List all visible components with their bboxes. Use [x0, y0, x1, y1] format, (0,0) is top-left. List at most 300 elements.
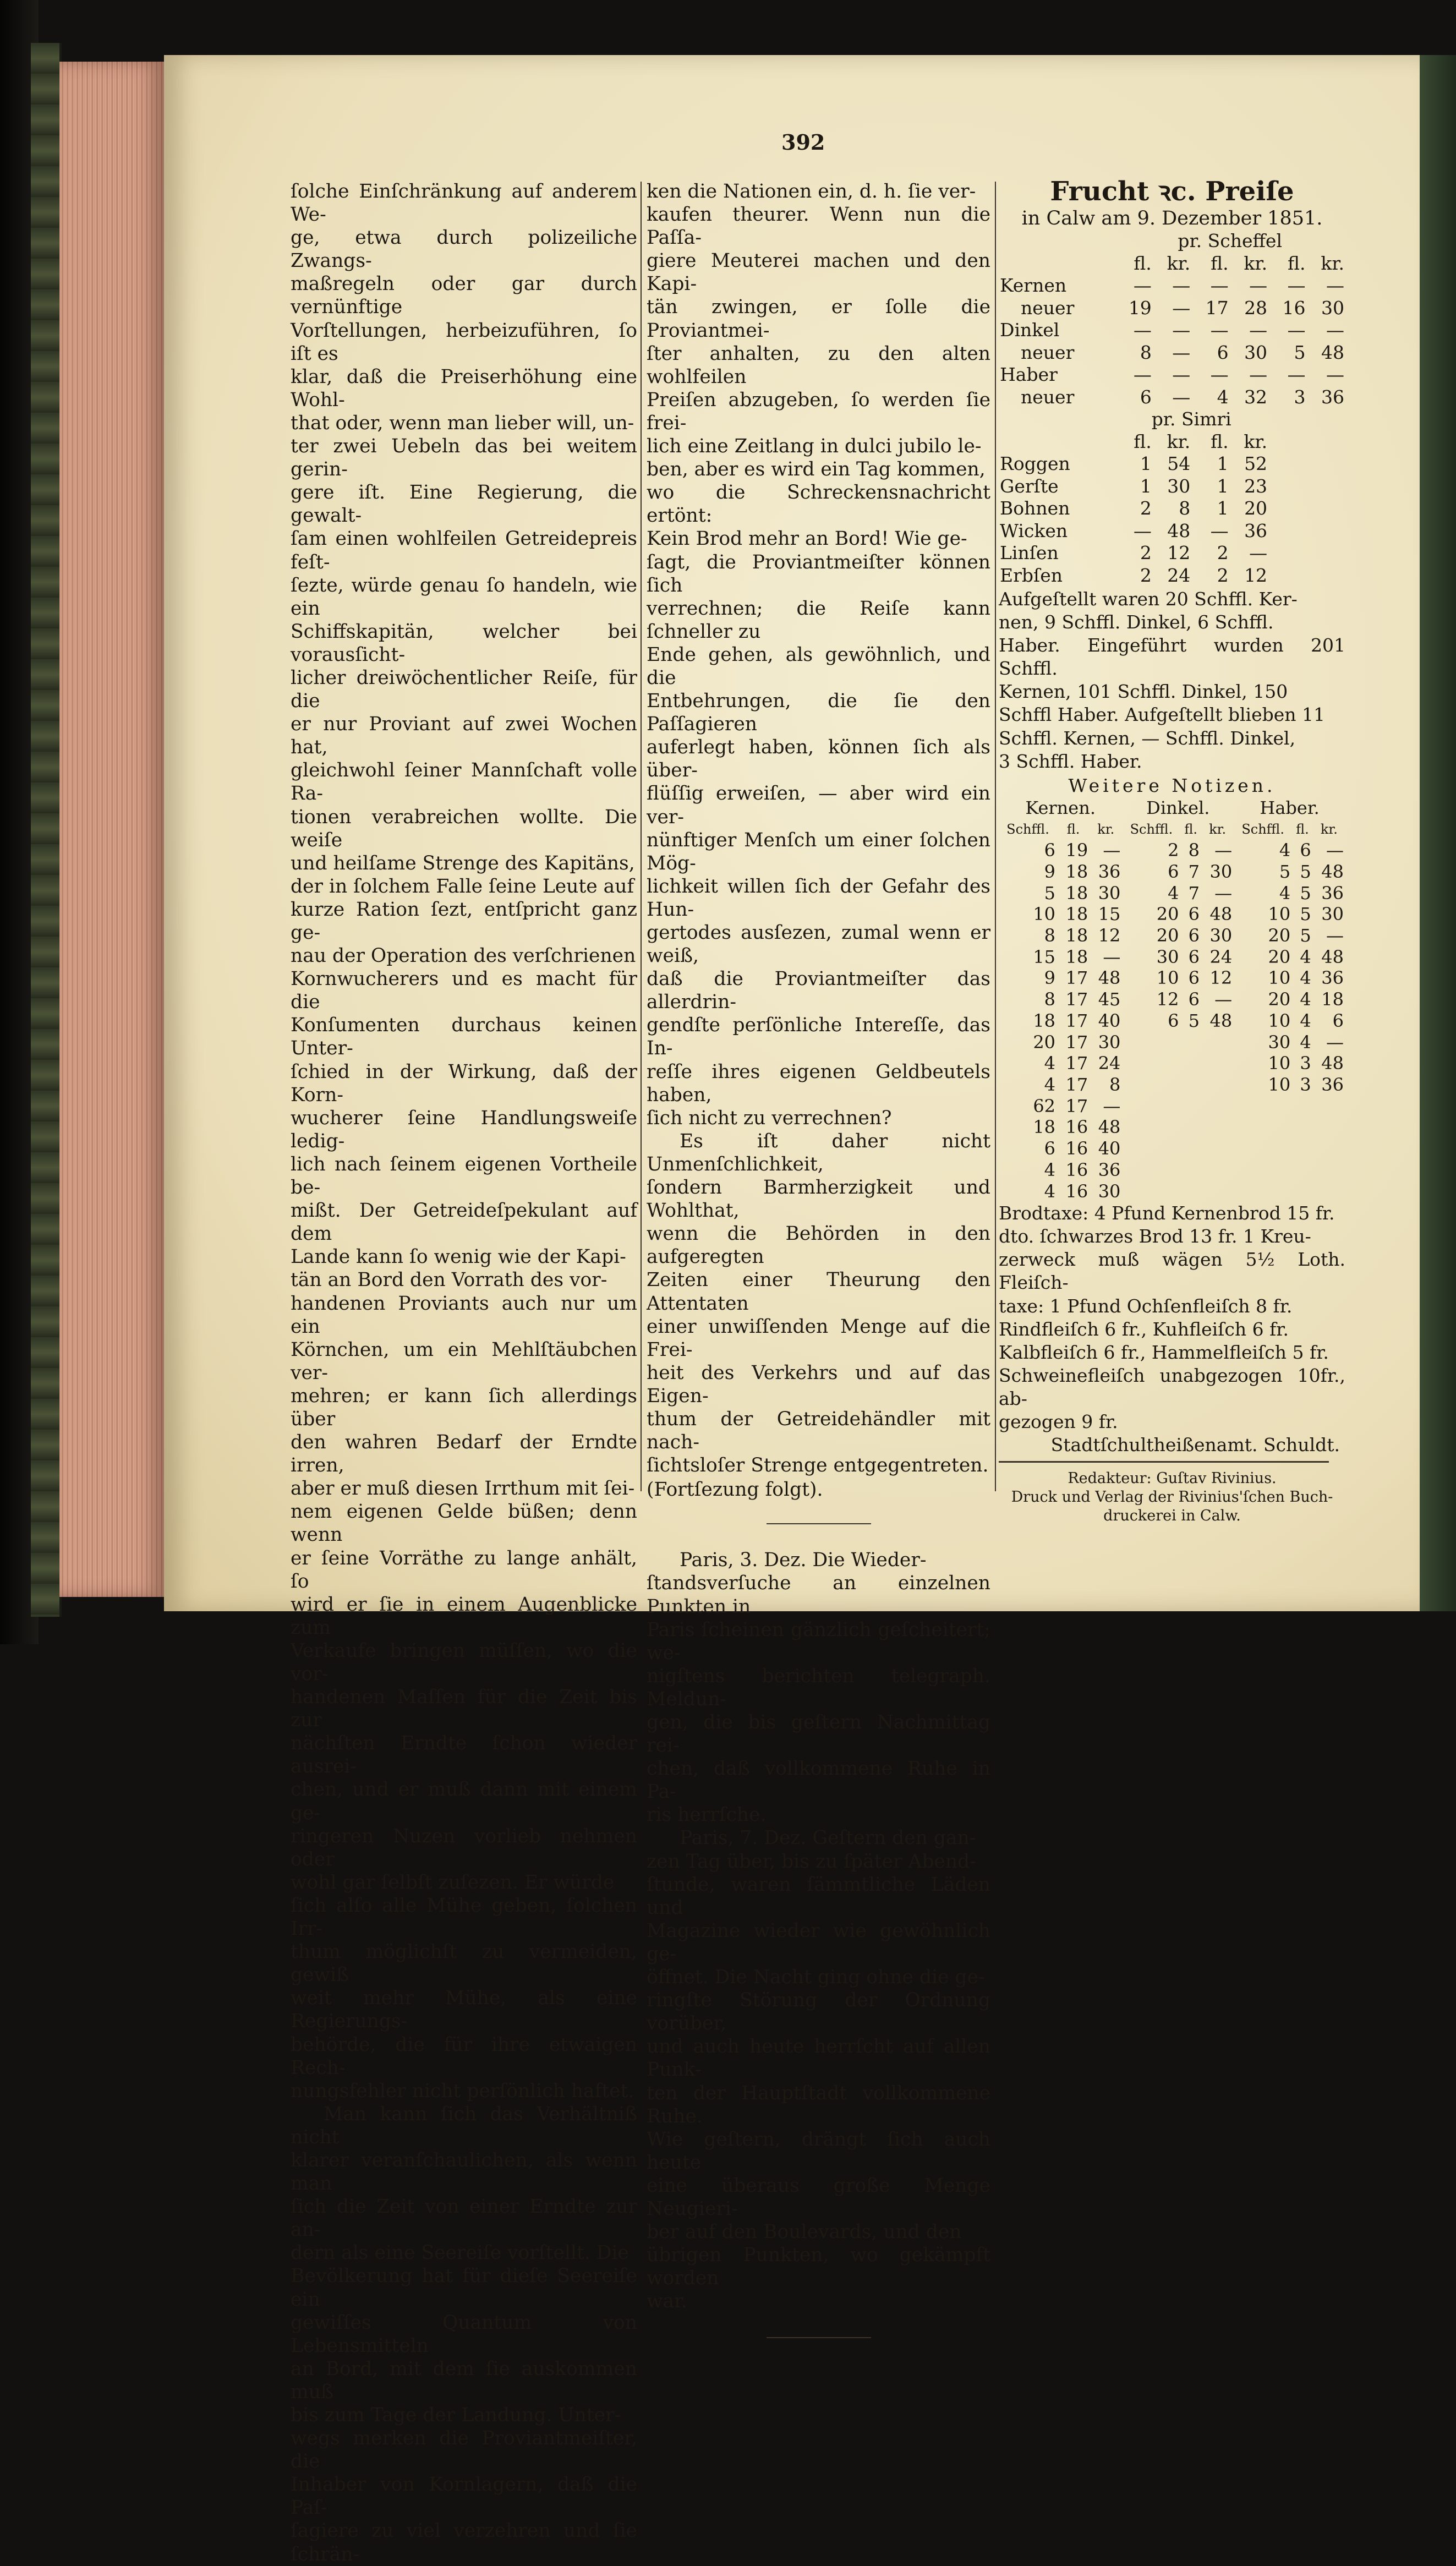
- price-cell: —: [1210, 275, 1229, 296]
- notes-header-cell: fl.: [1184, 821, 1198, 837]
- price-cell: —: [1287, 364, 1306, 385]
- article-line: Körnchen, um ein Mehlſtäubchen ver-: [291, 1338, 637, 1384]
- page-stack-edges: [59, 62, 164, 1597]
- article-line: Kein Brod mehr an Bord! Wie ge-: [647, 528, 967, 550]
- grain-name: Erbſen: [1000, 564, 1063, 586]
- news-line: ber auf den Boulevards, und den: [647, 2221, 962, 2244]
- notes-cell: 17: [1065, 1074, 1088, 1095]
- news-line: eine überaus große Menge Neugieri-: [647, 2174, 990, 2220]
- notes-cell: 30: [1209, 925, 1233, 946]
- article-line: nünftiger Menſch um einer ſolchen Mög-: [647, 829, 990, 874]
- report-line: Schffl. Kernen, — Schffl. Dinkel,: [999, 727, 1296, 749]
- price-cell: —: [1172, 275, 1191, 296]
- notes-cell: 16: [1065, 1180, 1088, 1202]
- article-line: mißt. Der Getreideſpekulant auf dem: [291, 1200, 637, 1245]
- report-line: Aufgeſtellt waren 20 Schffl. Ker-: [999, 588, 1298, 610]
- article-line: heit des Verkehrs und auf das Eigen-: [647, 1361, 990, 1407]
- notes-row: [999, 989, 1345, 1010]
- article-line: ſezte, würde genau ſo handeln, wie ein: [291, 574, 637, 620]
- article-line: lich nach ſeinem eigenen Vortheile be-: [291, 1153, 637, 1199]
- notes-cell: [1292, 1096, 1313, 1117]
- notes-cell: 24: [1209, 946, 1233, 967]
- price-cell: —: [1172, 364, 1191, 385]
- simri-row: [999, 453, 1345, 475]
- article-line: reſſe ihres eigenen Geldbeutels haben,: [647, 1060, 990, 1106]
- notes-cell: 6: [1188, 967, 1200, 989]
- simri-header-row: fl. kr. fl. kr.: [1134, 430, 1268, 452]
- grain-name: Linſen: [1000, 542, 1059, 563]
- article-continuation: [647, 180, 990, 1477]
- news-line: chen, daß vollkommene Ruhe in Pa-: [647, 1758, 990, 1803]
- grain-name: neuer: [1021, 386, 1075, 408]
- notes-cell: 20: [1268, 946, 1291, 967]
- notes-row: [999, 840, 1345, 861]
- notes-header-cell: Schffl.: [1241, 821, 1285, 837]
- notes-cell: [1292, 1117, 1313, 1138]
- article-line: wird er ſie in einem Augenblicke zum: [291, 1593, 637, 1639]
- article-line: handenen Proviants auch nur um ein: [291, 1292, 637, 1338]
- news-line: gen, die bis geſtern Nachmittag rei-: [647, 1711, 990, 1757]
- article-line: tän zwingen, er ſolle die Proviantmei-: [647, 296, 990, 342]
- notes-cell: [1201, 1159, 1234, 1181]
- notes-cell: 20: [1156, 904, 1179, 925]
- notes-header-cell: fl.: [1066, 821, 1080, 837]
- market-report: [999, 588, 1345, 773]
- price-cell: —: [1133, 519, 1152, 541]
- notes-cell: [1234, 1096, 1292, 1117]
- notes-cell: 15: [1033, 946, 1056, 967]
- notes-cell: 10: [1268, 967, 1291, 989]
- scheffel-row: [999, 319, 1345, 342]
- notes-cell: 5: [1300, 861, 1311, 882]
- news-line: Wie geſtern, drängt ſich auch heute: [647, 2128, 990, 2174]
- notes-cell: [1122, 1117, 1180, 1138]
- article-line: ſagt, die Proviantmeiſter können ſich: [647, 551, 990, 597]
- notes-cell: [1201, 1032, 1234, 1053]
- simri-row: [999, 475, 1345, 498]
- notes-cell: 10: [1268, 1074, 1291, 1095]
- article-line: Preiſen abzugeben, ſo werden ſie frei-: [647, 389, 990, 434]
- tax-line: Brodtaxe: 4 Pfund Kernenbrod 15 fr.: [999, 1202, 1335, 1224]
- notes-cell: 17: [1065, 1095, 1088, 1117]
- signature: Stadtſchultheißenamt. Schuldt.: [1050, 1434, 1340, 1456]
- price-cell: —: [1172, 297, 1191, 319]
- notes-cell: 6: [1168, 1010, 1179, 1031]
- notes-cell: 10: [1156, 967, 1179, 989]
- notes-cell: 20: [1268, 925, 1291, 946]
- notes-cell: [1180, 1181, 1201, 1202]
- article-line: gendſte perſönliche Intereſſe, das In-: [647, 1014, 990, 1060]
- price-cell: 30: [1167, 475, 1191, 497]
- article-line: gewiſſes Quantum von Lebensmitteln: [291, 2311, 637, 2357]
- notes-cell: 17: [1065, 1053, 1088, 1074]
- price-cell: —: [1210, 519, 1229, 541]
- article-line: tän an Bord den Vorrath des vor-: [291, 1269, 607, 1292]
- notes-row: [999, 1010, 1345, 1032]
- price-cell: 1: [1140, 475, 1152, 497]
- notes-cell: [1122, 1138, 1180, 1159]
- simri-row: [999, 542, 1345, 565]
- notes-cell: —: [1326, 925, 1344, 946]
- notes-cell: 40: [1098, 1010, 1121, 1031]
- price-cell: 8: [1179, 497, 1191, 519]
- notes-cell: —: [1326, 1031, 1344, 1053]
- price-cell: —: [1249, 364, 1268, 385]
- notes-cell: 18: [1065, 904, 1088, 925]
- news-line: übrigen Punkten, wo gekämpft worden: [647, 2244, 990, 2290]
- imprint-line: Druck und Verlag der Rivinius'ſchen Buch-: [1011, 1489, 1333, 1506]
- price-cell: 2: [1140, 542, 1152, 563]
- notes-cell: [1313, 1181, 1345, 1202]
- notes-header-cell: kr.: [1209, 821, 1227, 837]
- notes-cell: [1313, 1096, 1345, 1117]
- article-line: Man kann ſich das Verhältniß nicht: [291, 2103, 637, 2148]
- notes-cell: 4: [1044, 1053, 1056, 1074]
- article-line: weit mehr Mühe, als eine Regierungs-: [291, 1987, 637, 2033]
- notes-cell: 17: [1065, 989, 1088, 1010]
- article-line: nau der Operation des verſchrienen: [291, 945, 636, 967]
- price-cell: 24: [1167, 564, 1191, 586]
- article-line: daß die Proviantmeiſter das allerdrin-: [647, 968, 990, 1014]
- price-cell: 16: [1282, 297, 1306, 319]
- article-line: bis zum Tage der Landung. Unter-: [291, 2404, 621, 2426]
- price-cell: 19: [1128, 297, 1152, 319]
- notes-cell: [1313, 1159, 1345, 1181]
- notes-cell: [1313, 1138, 1345, 1159]
- notes-cell: 5: [1300, 882, 1311, 904]
- article-line: ſam einen wohlfeilen Getreidepreis feſt-: [291, 528, 637, 573]
- notes-cell: 30: [1321, 904, 1344, 925]
- notes-cell: 48: [1321, 946, 1344, 967]
- price-cell: —: [1249, 319, 1268, 341]
- notes-cell: 6: [1044, 840, 1056, 861]
- notes-cell: 18: [1321, 989, 1344, 1010]
- article-line: ge, etwa durch polizeiliche Zwangs-: [291, 227, 637, 272]
- article-line: Lande kann ſo wenig wie der Kapi-: [291, 1246, 626, 1268]
- notes-cell: 4: [1300, 989, 1311, 1010]
- article-line: flüſſig erweiſen, — aber wird ein ver-: [647, 783, 990, 828]
- notes-cell: 10: [1268, 1010, 1291, 1031]
- notes-cell: 9: [1044, 967, 1056, 989]
- notes-cell: 8: [1044, 989, 1056, 1010]
- book-cover-right: [1420, 55, 1456, 1611]
- price-cell: 1: [1217, 453, 1229, 474]
- unit-simri: pr. Simri: [1151, 408, 1231, 430]
- article-line: ſich alſo alle Mühe geben, ſolchen Irr-: [291, 1894, 637, 1940]
- paris-news: [647, 1549, 990, 2313]
- notes-cell: 5: [1279, 861, 1291, 882]
- notes-cell: 4: [1044, 1074, 1056, 1095]
- notes-cell: 12: [1156, 989, 1179, 1010]
- price-cell: 36: [1321, 386, 1344, 408]
- notes-group-kernen: Kernen.: [1025, 797, 1096, 818]
- notes-cell: 3: [1300, 1053, 1311, 1074]
- notes-cell: 2: [1168, 840, 1179, 861]
- article-line: wo die Schreckensnachricht ertönt:: [647, 482, 990, 527]
- price-cell: —: [1287, 275, 1306, 296]
- price-cell: 20: [1244, 497, 1268, 519]
- article-line: wegs merken die Proviantmeiſter, die: [291, 2427, 637, 2473]
- page-number: 392: [781, 130, 825, 155]
- price-cell: —: [1133, 319, 1152, 341]
- prices-title: Frucht ꝛc. Preiſe: [1050, 176, 1294, 207]
- notes-cell: [1234, 1181, 1292, 1202]
- article-line: an Bord, mit dem ſie auskommen muß: [291, 2357, 637, 2403]
- notes-header-cell: kr.: [1320, 821, 1338, 837]
- notes-cell: 16: [1065, 1159, 1088, 1180]
- notes-cell: [1122, 1181, 1180, 1202]
- notes-cell: 6: [1168, 861, 1179, 882]
- notes-cell: 16: [1065, 1138, 1088, 1159]
- news-line: nigſtens berichten telegraph. Meldun-: [647, 1665, 990, 1710]
- notes-row: [999, 1074, 1345, 1096]
- scheffel-row: [999, 364, 1345, 386]
- notes-row: [999, 1159, 1345, 1181]
- notes-cell: [1122, 1159, 1180, 1181]
- tax-line: Kalbfleiſch 6 fr., Hammelfleiſch 5 fr.: [999, 1341, 1329, 1363]
- notes-cell: 8: [1188, 840, 1200, 861]
- news-line: ſtunde, waren ſämmtliche Läden und: [647, 1873, 990, 1919]
- price-cell: —: [1326, 275, 1344, 296]
- price-cell: 1: [1217, 475, 1229, 497]
- notes-cell: [1292, 1138, 1313, 1159]
- notes-cell: —: [1103, 1095, 1121, 1117]
- notes-cell: 30: [1098, 1180, 1121, 1202]
- notes-row: [999, 1032, 1345, 1053]
- notes-cell: [1122, 1096, 1180, 1117]
- price-cell: —: [1287, 319, 1306, 341]
- notes-cell: [1234, 1138, 1292, 1159]
- notes-cell: 4: [1300, 946, 1311, 967]
- price-cell: 52: [1244, 453, 1268, 474]
- notes-cell: [1292, 1159, 1313, 1181]
- article-line: und heilſame Strenge des Kapitäns,: [291, 852, 635, 874]
- notes-cell: 20: [1156, 925, 1179, 946]
- tax-line: Rindfleiſch 6 fr., Kuhfleiſch 6 fr.: [999, 1318, 1289, 1340]
- article-line: tionen verabreichen wollte. Die weiſe: [291, 806, 637, 851]
- article-line: der in ſolchem Falle ſeine Leute auf: [291, 875, 634, 898]
- news-line: öffnet. Die Nacht ging ohne die ge-: [647, 1966, 985, 1989]
- book-cover-edge: [31, 43, 62, 1617]
- tax-line: zerweck muß wägen 5½ Loth. Fleiſch-: [999, 1249, 1345, 1294]
- notes-cell: —: [1103, 840, 1121, 861]
- notes-cell: 18: [1033, 1010, 1056, 1031]
- notes-cell: [1201, 1181, 1234, 1202]
- article-line: that oder, wenn man lieber will, un-: [291, 412, 634, 434]
- scheffel-row: [999, 342, 1345, 364]
- report-line: Haber. Eingeführt wurden 201 Schffl.: [999, 634, 1345, 680]
- article-line: Bevölkerung hat für dieſe Seereiſe ein: [291, 2265, 637, 2311]
- notes-cell: [1180, 1159, 1201, 1181]
- notes-cell: [1180, 1074, 1201, 1096]
- signature-rule: [999, 1461, 1329, 1463]
- notes-cell: 20: [1033, 1031, 1056, 1053]
- scheffel-row: [999, 297, 1345, 320]
- tax-line: taxe: 1 Pfund Ochſenfleiſch 8 fr.: [999, 1295, 1293, 1317]
- article-line: mehren; er kann ſich allerdings über: [291, 1385, 637, 1430]
- price-cell: 32: [1244, 386, 1268, 408]
- simri-row: [999, 520, 1345, 543]
- notes-cell: 6: [1300, 840, 1311, 861]
- notes-cell: [1201, 1074, 1234, 1096]
- price-cell: 17: [1205, 297, 1229, 319]
- grain-name: Bohnen: [1000, 497, 1070, 519]
- article-line: ken die Nationen ein, d. h. ſie ver-: [647, 180, 976, 203]
- notes-cell: 17: [1065, 1031, 1088, 1053]
- notes-cell: 36: [1321, 967, 1344, 989]
- notes-cell: 5: [1188, 1010, 1200, 1031]
- price-cell: 3: [1294, 386, 1306, 408]
- notes-cell: 30: [1209, 861, 1233, 882]
- notes-cell: 15: [1098, 904, 1121, 925]
- article-line: Es iſt daher nicht Unmenſchlichkeit,: [647, 1130, 990, 1175]
- article-line: ſichtsloſer Strenge entgegentreten.: [647, 1454, 989, 1477]
- article-line: ſchied in der Wirkung, daß der Korn-: [291, 1060, 637, 1106]
- price-cell: —: [1249, 275, 1268, 296]
- notes-cell: 18: [1065, 946, 1088, 967]
- price-cell: 30: [1321, 297, 1344, 319]
- scheffel-row: [999, 275, 1345, 297]
- continued-note: (Fortſezung folgt).: [647, 1479, 823, 1501]
- notes-cell: —: [1326, 840, 1344, 861]
- notes-header-cell: Schffl.: [1006, 821, 1049, 837]
- article-line: nungsfehler nicht perſönlich haftet.: [291, 2080, 634, 2102]
- article-separator: [767, 1523, 871, 1524]
- tax-line: gezogen 9 fr.: [999, 1411, 1118, 1433]
- news-line: war.: [647, 2290, 687, 2313]
- price-cell: 1: [1217, 497, 1229, 519]
- notes-cell: 18: [1065, 882, 1088, 904]
- notes-cell: [1313, 1117, 1345, 1138]
- notes-cell: 4: [1300, 1010, 1311, 1031]
- notes-cell: 5: [1044, 882, 1056, 904]
- price-cell: 23: [1244, 475, 1268, 497]
- price-cell: 2: [1217, 564, 1229, 586]
- notes-group-dinkel: Dinkel.: [1146, 797, 1210, 818]
- notes-cell: 9: [1044, 861, 1056, 882]
- article-line: lichkeit willen ſich der Gefahr des Hun-: [647, 875, 990, 921]
- notes-cell: 10: [1268, 1053, 1291, 1074]
- article-line: chen, und er muß dann mit einem ge-: [291, 1779, 637, 1824]
- notes-cell: [1292, 1181, 1313, 1202]
- notes-cell: 48: [1098, 1117, 1121, 1138]
- scheffel-price-table: [999, 230, 1345, 587]
- column-rule-2: [995, 182, 996, 1491]
- article-line: gleichwohl ſeiner Mannſchaft volle Ra-: [291, 759, 637, 805]
- article-line: ſich nicht zu verrechnen?: [647, 1107, 892, 1129]
- notes-cell: [1201, 1138, 1234, 1159]
- grain-name: neuer: [1021, 297, 1075, 319]
- price-cell: —: [1172, 341, 1191, 363]
- notes-cell: [1122, 1074, 1180, 1096]
- report-line: Schffl Haber. Aufgeſtellt blieben 11: [999, 704, 1326, 726]
- report-line: nen, 9 Schffl. Dinkel, 6 Schffl.: [999, 611, 1274, 633]
- notes-cell: 8: [1044, 925, 1056, 946]
- article-line: behörde, die für ihre etwaigen Rech-: [291, 2033, 637, 2079]
- price-cell: —: [1326, 319, 1344, 341]
- notes-cell: 48: [1098, 967, 1121, 989]
- article-line: kaufen theurer. Wenn nun die Paſſa-: [647, 204, 990, 249]
- notes-cell: [1180, 1117, 1201, 1138]
- imprint-line: druckerei in Calw.: [1103, 1507, 1241, 1525]
- grain-name: Gerſte: [1000, 475, 1059, 497]
- notes-row: [999, 1117, 1345, 1138]
- price-cell: —: [1172, 319, 1191, 341]
- notes-cell: 48: [1209, 1010, 1233, 1031]
- notes-row: [999, 861, 1345, 883]
- notes-cell: 17: [1065, 1010, 1088, 1031]
- notes-cell: 36: [1098, 1159, 1121, 1180]
- price-cell: 12: [1167, 542, 1191, 563]
- article-line: nem eigenen Gelde büßen; denn wenn: [291, 1501, 637, 1546]
- article-line: thum möglichſt zu vermeiden, gewiß: [291, 1941, 637, 1987]
- news-line: ringſte Störung der Ordnung vorüber,: [647, 1989, 990, 2035]
- notes-cell: 48: [1321, 861, 1344, 882]
- article-line: thum der Getreidehändler mit nach-: [647, 1408, 990, 1454]
- notes-cell: 4: [1044, 1180, 1056, 1202]
- price-cell: 2: [1217, 542, 1229, 563]
- article-line: Zeiten einer Theurung den Attentaten: [647, 1269, 990, 1315]
- notes-cell: [1234, 1159, 1292, 1181]
- article-line: den wahren Bedarf der Erndte irren,: [291, 1431, 637, 1477]
- prices-column: [999, 176, 1345, 1525]
- price-cell: 30: [1244, 341, 1268, 363]
- price-cell: 5: [1294, 341, 1306, 363]
- notes-cell: 16: [1065, 1117, 1088, 1138]
- notes-cell: 12: [1098, 925, 1121, 946]
- article-line: Schiffskapitän, welcher bei vorausſicht-: [291, 620, 637, 666]
- notes-row: [999, 967, 1345, 989]
- news-line: ten der Hauptſtadt vollkommene Ruhe.: [647, 2082, 990, 2127]
- notes-cell: 10: [1268, 904, 1291, 925]
- notes-cell: 18: [1065, 861, 1088, 882]
- article-line: verrechnen; die Reiſe kann ſchneller zu: [647, 597, 990, 643]
- notes-cell: 36: [1321, 882, 1344, 904]
- article-line: ter zwei Uebeln das bei weitem gerin-: [291, 435, 637, 481]
- notes-header-cell: Schffl.: [1130, 821, 1173, 837]
- notes-row: [999, 1096, 1345, 1117]
- article-line: gere iſt. Eine Regierung, die gewalt-: [291, 482, 637, 527]
- article-line: Konſumenten durchaus keinen Unter-: [291, 1014, 637, 1060]
- notes-cell: 19: [1065, 840, 1088, 861]
- article-line: ſter anhalten, zu den alten wohlfeilen: [647, 342, 990, 388]
- price-cell: —: [1326, 364, 1344, 385]
- notes-group-haber: Haber.: [1260, 797, 1320, 818]
- notes-cell: 4: [1279, 840, 1291, 861]
- price-cell: —: [1210, 364, 1229, 385]
- article-line: maßregeln oder gar durch vernünftige: [291, 273, 637, 319]
- grain-name: Roggen: [1000, 453, 1070, 474]
- notes-cell: [1201, 1096, 1234, 1117]
- notes-cell: 4: [1044, 1159, 1056, 1180]
- article-line: ſagiere zu viel verzehren und ſie ſchrän-: [291, 2520, 637, 2565]
- article-line: nächſten Erndte ſchon wieder ausrei-: [291, 1732, 637, 1778]
- price-cell: 6: [1217, 341, 1229, 363]
- notes-cell: —: [1214, 882, 1233, 904]
- notes-cell: 12: [1209, 967, 1233, 989]
- article-line: giere Meuterei machen und den Kapi-: [647, 250, 990, 296]
- article-line: dern als eine Seereiſe vorſtellt. Die: [291, 2242, 629, 2264]
- notes-cell: 18: [1033, 1117, 1056, 1138]
- notes-cell: 17: [1065, 967, 1088, 989]
- notes-cell: 6: [1188, 946, 1200, 967]
- article-line: klar, daß die Preiserhöhung eine Wohl-: [291, 365, 637, 411]
- price-cell: 48: [1321, 341, 1344, 363]
- article-line: auferlegt haben, können ſich als über-: [647, 736, 990, 782]
- price-cell: —: [1172, 386, 1191, 408]
- notes-cell: [1201, 1053, 1234, 1074]
- notes-cell: 5: [1300, 925, 1311, 946]
